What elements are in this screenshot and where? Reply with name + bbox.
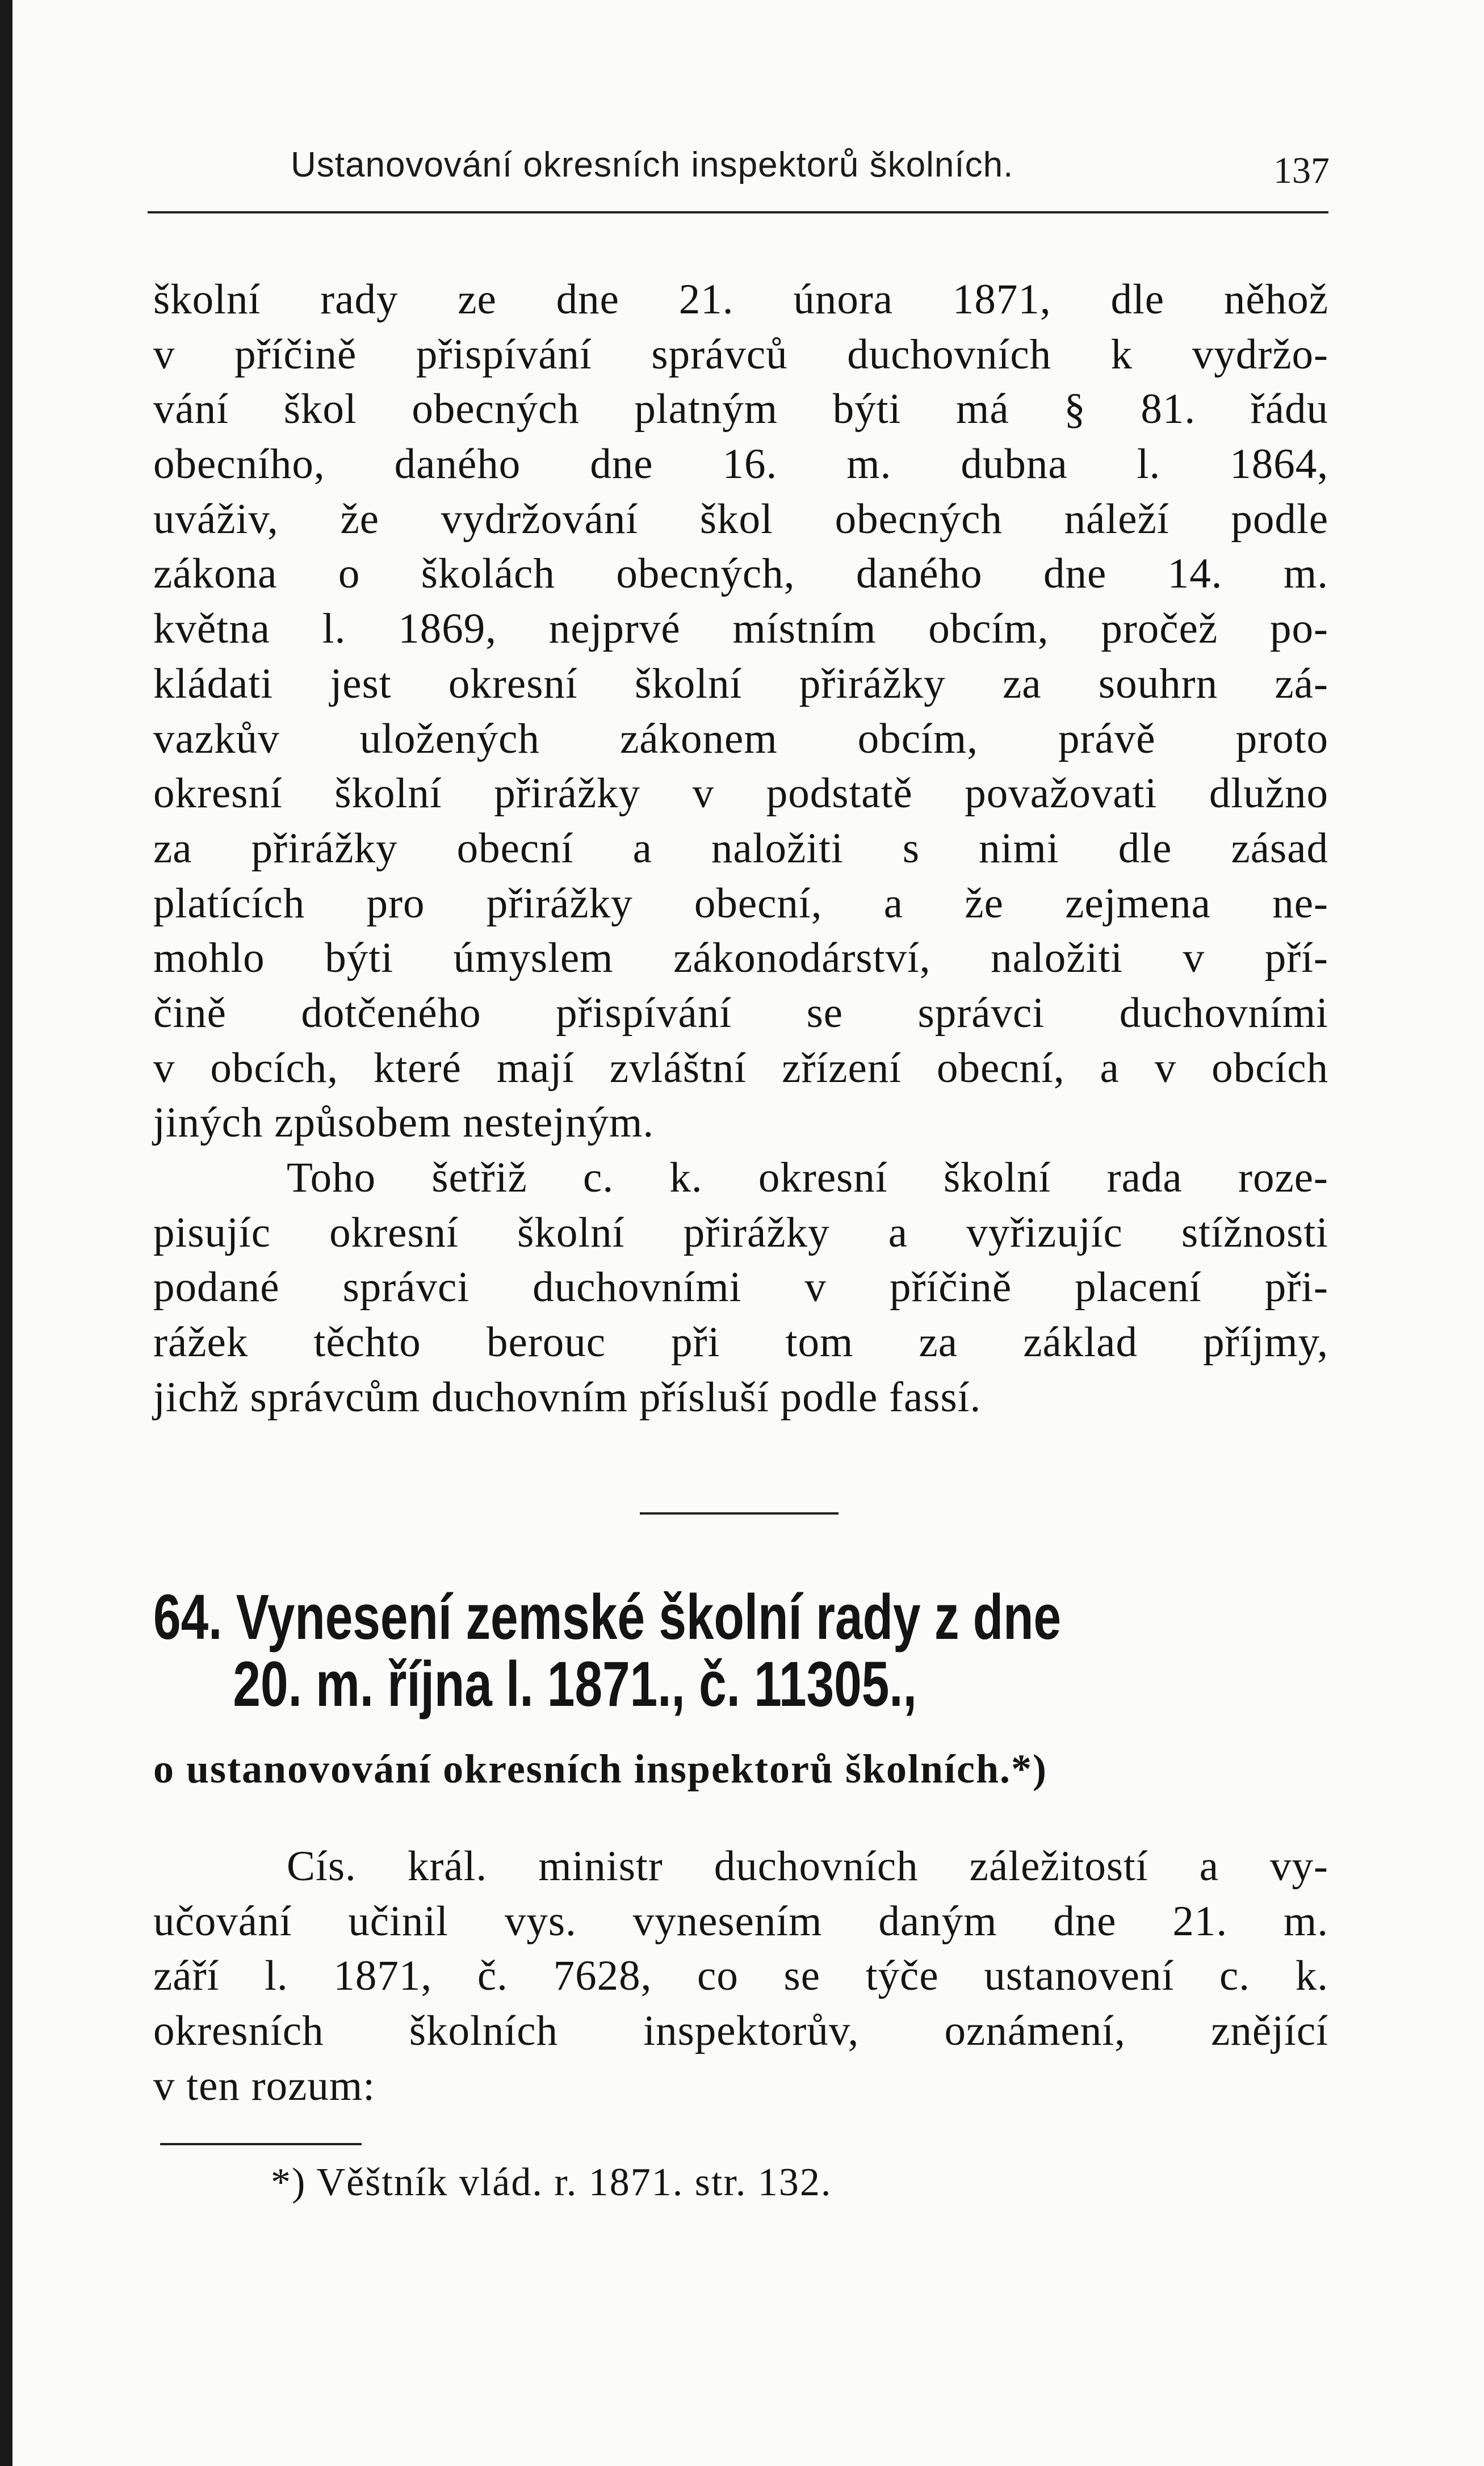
section-heading-line-2: 20. m. října l. 1871., č. 11305.,	[233, 1649, 917, 1720]
body-line: jichž správcům duchovním přísluší podle fassí.	[153, 1373, 982, 1421]
body-line: mohlo býti úmyslem zákonodárství, naložiti v pří-	[153, 934, 1328, 982]
body-line: okresních školních inspektorův, oznámení, znějící	[153, 2007, 1328, 2055]
page-number: 137	[1273, 150, 1330, 191]
footnote-rule	[160, 2143, 362, 2145]
body-line: jiných způsobem nestejným.	[153, 1099, 655, 1147]
body-line: v ten rozum:	[153, 2062, 376, 2109]
section-subtitle: o ustanovování okresních inspektorů školních.*)	[153, 1746, 1048, 1792]
body-line: uváživ, že vydržování škol obecných náleží podle	[153, 495, 1328, 543]
section-body	[153, 1839, 1328, 2113]
running-header-title: Ustanovování okresních inspektorů školních.	[291, 145, 1014, 184]
running-header	[291, 145, 1330, 213]
body-line: Cís. král. ministr duchovních záležitostí a vy-	[287, 1843, 1328, 1890]
body-line: vazkův uložených zákonem obcím, právě proto	[153, 715, 1328, 762]
body-line: podané správci duchovními v příčině placení při-	[153, 1264, 1328, 1311]
footnote: *) Věštník vlád. r. 1871. str. 132.	[271, 2161, 832, 2204]
body-line: za přirážky obecní a naložiti s nimi dle zásad	[153, 824, 1328, 872]
body-line: pisujíc okresní školní přirážky a vyřizujíc stížnosti	[153, 1209, 1328, 1256]
section-separator-rule	[640, 1512, 839, 1515]
body-line: rážek těchto berouc při tom za základ příjmy,	[153, 1319, 1328, 1366]
body-line: platících pro přirážky obecní, a že zejmena ne-	[153, 879, 1328, 927]
body-line: v obcích, které mají zvláštní zřízení obecní, a v obcích	[153, 1044, 1328, 1092]
body-line: zákona o školách obecných, daného dne 14. m.	[153, 550, 1328, 598]
body-line: vání škol obecných platným býti má § 81. řádu	[153, 385, 1328, 433]
book-page	[12, 0, 1484, 2466]
section-heading	[153, 1584, 1070, 1718]
body-line: učování učinil vys. vynesením daným dne 21. m.	[153, 1897, 1328, 1945]
body-line: května l. 1869, nejprvé místním obcím, pročež po-	[153, 605, 1328, 653]
body-paragraphs	[153, 272, 1328, 1425]
body-line: v příčině přispívání správců duchovních k vydržo-	[153, 330, 1328, 378]
body-line: okresní školní přirážky v podstatě považovati dlužno	[153, 770, 1328, 817]
body-line: obecního, daného dne 16. m. dubna l. 1864,	[153, 441, 1328, 488]
body-line: září l. 1871, č. 7628, co se týče ustanovení c. k.	[153, 1952, 1328, 2000]
body-line: Toho šetřiž c. k. okresní školní rada roze-	[287, 1154, 1328, 1201]
body-line: školní rady ze dne 21. února 1871, dle něhož	[153, 276, 1328, 323]
book-spine-edge	[0, 0, 12, 2466]
body-line: čině dotčeného přispívání se správci duchovními	[153, 989, 1328, 1037]
body-line: kládati jest okresní školní přirážky za souhrn zá-	[153, 660, 1328, 707]
section-heading-line-1: 64. Vynesení zemské školní rady z dne	[153, 1582, 1062, 1653]
header-rule	[148, 211, 1328, 213]
